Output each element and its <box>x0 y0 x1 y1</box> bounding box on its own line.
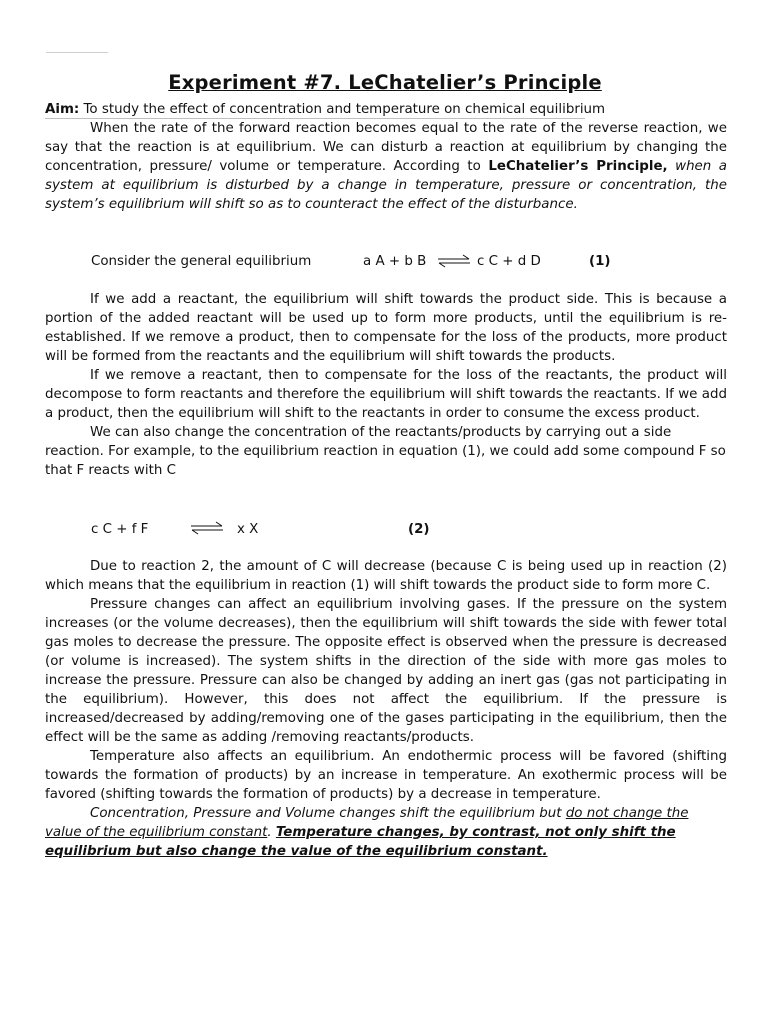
equilibrium-arrows-icon <box>436 254 472 268</box>
temperature-text: Temperature also affects an equilibrium. An endothermic process will be favored (shifting towards the formation of products) by an increase in temperature. An exothermic process will be favored (shifting towards the formation of products) by a decrease in temperature. <box>45 749 727 802</box>
equation-1 <box>91 252 731 271</box>
equation-2 <box>91 520 731 539</box>
remove-reactant-text: If we remove a reactant, then to compensate for the loss of the reactants, the product will decompose to form reactants and therefore the equilibrium will shift towards the reactants. If we add a product, then the equilibrium will shift to the reactants in order to consume the excess product. <box>45 368 727 421</box>
intro-text: When the rate of the forward reaction becomes equal to the rate of the reverse reaction, we say that the reaction is at equilibrium. We can disturb a reaction at equilibrium by changing the concentration, pressure/ volume or temperature. According to <box>45 121 727 174</box>
eq1-left: a A + b B <box>363 254 427 269</box>
intro-paragraph <box>45 119 727 214</box>
eq2-number: (2) <box>408 522 430 537</box>
eq2-left: c C + f F <box>91 522 149 537</box>
aim-text: To study the effect of concentration and temperature on chemical equilibrium <box>83 102 606 117</box>
page-title: Experiment #7. LeChatelier’s Principle <box>168 71 602 94</box>
body-paragraphs <box>45 557 727 861</box>
aim-label: Aim: <box>45 102 80 117</box>
eq1-number: (1) <box>589 254 611 269</box>
conclusion-part-b: do not change the value of the equilibrium constant <box>45 806 689 840</box>
conclusion-part-d: Temperature changes, by contrast, not only shift the equilibrium but also change the value of the equilibrium constant. <box>45 825 676 859</box>
conclusion-part-a: Concentration, Pressure and Volume changes shift the equilibrium but <box>90 806 566 821</box>
conclusion-paragraph <box>45 804 727 861</box>
add-reactant-text: If we add a reactant, the equilibrium will shift towards the product side. This is because a portion of the added reactant will be used up to form more products, until the equilibrium is re-established. If we remove a product, then to compensate for the loss of the products, more product will be formed from the reactants and the equilibrium will shift towards the products. <box>45 292 727 364</box>
pressure-text: Pressure changes can affect an equilibrium involving gases. If the pressure on the system increases (or the volume decreases), then the equilibrium will shift towards the side with fewer total gas moles to decrease the pressure. The opposite effect is observed when the pressure is decreased (or volume is increased). The system shifts in the direction of the side with more gas moles to increase the pressure. Pressure can also be changed by adding an inert gas (gas not participating in the equilibrium). However, this does not affect the equilibrium. If the pressure is increased/decreased by adding/removing one of the gases participating in the equilibrium, then the effect will be the same as adding /removing reactants/products. <box>45 597 727 745</box>
conclusion-part-c: . <box>267 825 276 840</box>
add-reactant-paragraph <box>45 290 727 480</box>
eq1-intro: Consider the general equilibrium <box>91 254 312 269</box>
principle-name: LeChatelier’s Principle, <box>488 159 668 174</box>
eq2-right: x X <box>237 522 259 537</box>
principle-definition: when a system at equilibrium is disturbed by a change in temperature, pressure or concentration, the system’s equilibrium will shift so as to counteract the effect of the disturbance. <box>45 159 727 212</box>
eq1-right: c C + d D <box>477 254 541 269</box>
aim-line <box>45 100 727 119</box>
header-rule <box>46 52 108 53</box>
reaction2-text: Due to reaction 2, the amount of C will decrease (because C is being used up in reaction (2) which means that the equilibrium in reaction (1) will shift towards the product side to form more C. <box>45 559 727 593</box>
equilibrium-arrows-icon <box>189 521 225 535</box>
side-reaction-text: We can also change the concentration of the reactants/products by carrying out a side reaction. For example, to the equilibrium reaction in equation (1), we could add some compound F so that F reacts with C <box>45 425 726 478</box>
